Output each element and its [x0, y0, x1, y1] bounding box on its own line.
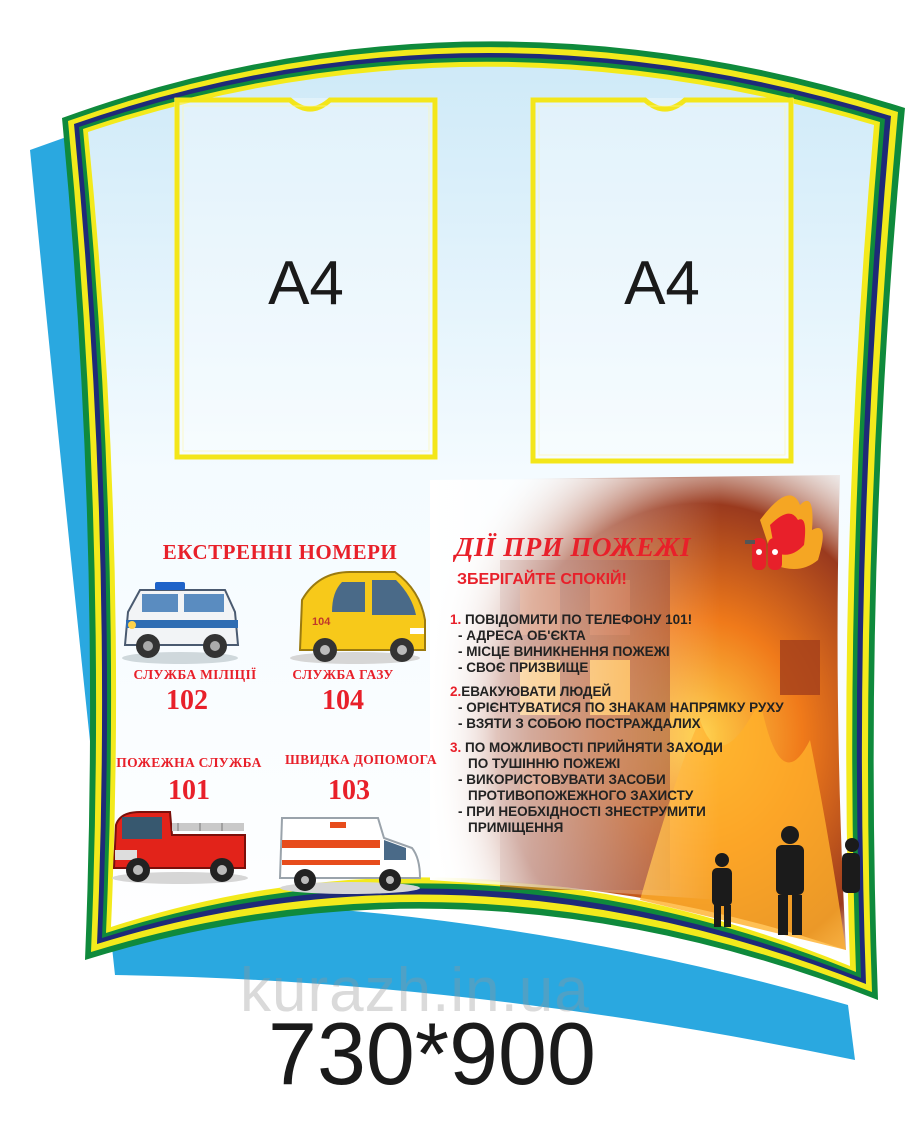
fire-steps	[450, 612, 860, 844]
service-number-gas: 104	[322, 685, 364, 716]
service-label-fire: ПОЖЕЖНА СЛУЖБА	[116, 755, 262, 770]
service-number-police: 102	[166, 685, 208, 716]
service-label-police: СЛУЖБА МІЛІЦІЇ	[133, 667, 257, 682]
fire-step: 2.ЕВАКУЮВАТИ ЛЮДЕЙ - ОРІЄНТУВАТИСЯ ПО ЗНАКАМ НАПРЯМКУ РУХУ - ВЗЯТИ З СОБОЮ ПОСТРАЖДАЛИХ	[450, 684, 784, 731]
fire-actions-subtitle: ЗБЕРІГАЙТЕ СПОКІЙ!	[457, 571, 627, 588]
service-label-gas: СЛУЖБА ГАЗУ	[292, 667, 394, 682]
service-label-ambulance: ШВИДКА ДОПОМОГА	[285, 752, 437, 767]
watermark: kurazh.in.ua	[240, 956, 590, 1025]
a4-pocket-label-left: A4	[268, 249, 344, 318]
stand-dimensions: 730*900	[268, 1004, 596, 1103]
fire-actions-title: ДІЇ ПРИ ПОЖЕЖІ	[455, 532, 692, 562]
a4-pocket-label-right: A4	[624, 249, 700, 318]
fire-step: 3. ПО МОЖЛИВОСТІ ПРИЙНЯТИ ЗАХОДИ ПО ТУШІННЮ ПОЖЕЖІ - ВИКОРИСТОВУВАТИ ЗАСОБИ ПРОТИВОПОЖЕЖНОГО ЗАХИСТУ - ПРИ НЕОБХІДНОСТІ ЗНЕСТРУМИТИ ПРИМІЩЕННЯ	[450, 740, 723, 835]
emergency-title: ЕКСТРЕННІ НОМЕРИ	[162, 540, 398, 564]
service-number-ambulance: 103	[328, 775, 370, 806]
gas-van-badge: 104	[312, 616, 331, 628]
fire-step: 1. ПОВІДОМИТИ ПО ТЕЛЕФОНУ 101! - АДРЕСА ОБ'ЄКТА - МІСЦЕ ВИНИКНЕННЯ ПОЖЕЖІ - СВОЄ ПРИЗВИЩЕ	[450, 612, 693, 675]
service-number-fire: 101	[168, 775, 210, 806]
